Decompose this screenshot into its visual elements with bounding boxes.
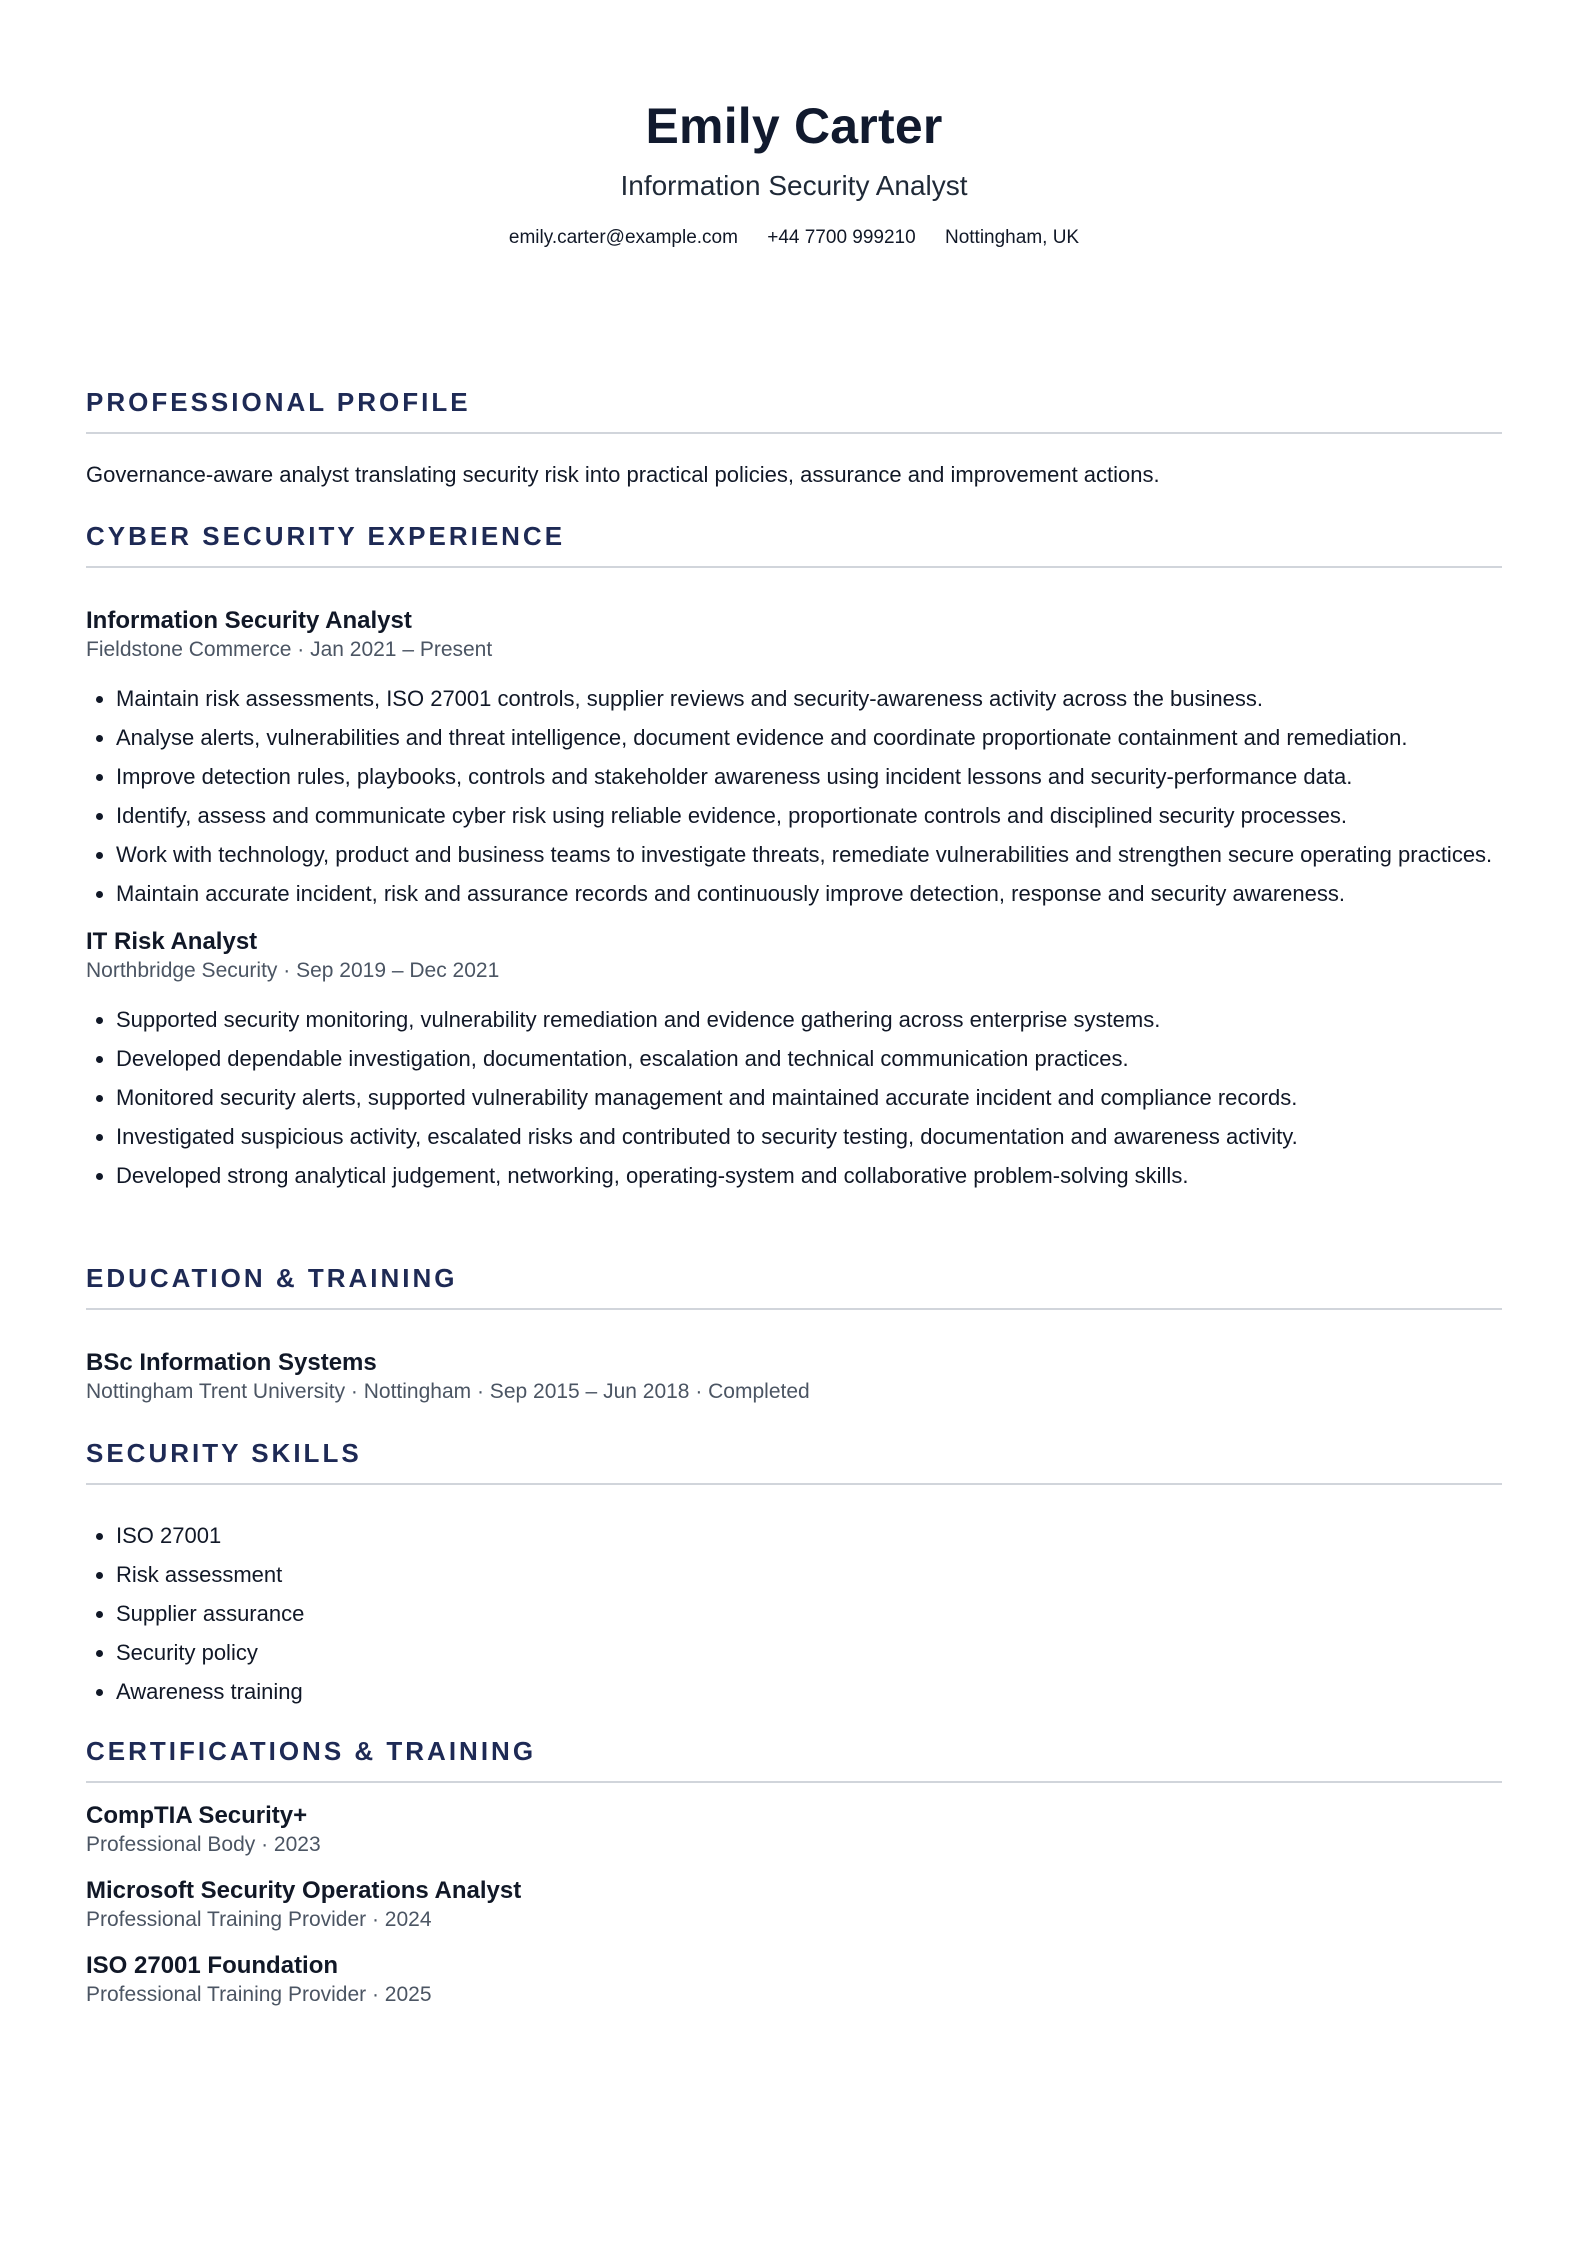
section-heading-experience: CYBER SECURITY EXPERIENCE bbox=[86, 521, 566, 551]
skills-section bbox=[86, 1437, 1502, 1716]
certifications-section bbox=[86, 1735, 1502, 2009]
job-title: IT Risk Analyst bbox=[86, 928, 258, 955]
list-item: • Developed dependable investigation, documentation, escalation and technical communication practices. bbox=[116, 1044, 1502, 1074]
job-bullets bbox=[86, 684, 1502, 909]
degree-title: BSc Information Systems bbox=[86, 1349, 377, 1376]
list-item: • Supplier assurance bbox=[116, 1599, 1502, 1629]
list-item: • Maintain risk assessments, ISO 27001 controls, supplier reviews and security-awareness activity across the business. bbox=[116, 684, 1502, 714]
section-divider bbox=[86, 1483, 1502, 1485]
list-item: • Security policy bbox=[116, 1638, 1502, 1668]
candidate-name: Emily Carter bbox=[645, 98, 943, 154]
certification-meta: Professional Training Provider · 2024 bbox=[86, 1908, 432, 1931]
education-entry bbox=[86, 1348, 1502, 1406]
certification-name: Microsoft Security Operations Analyst bbox=[86, 1877, 522, 1904]
candidate-title: Information Security Analyst bbox=[620, 170, 968, 201]
list-item: • Identify, assess and communicate cyber risk using reliable evidence, proportionate controls and disciplined security processes. bbox=[116, 801, 1502, 831]
job-meta: Fieldstone Commerce · Jan 2021 – Present bbox=[86, 638, 493, 661]
list-item: • ISO 27001 bbox=[116, 1521, 1502, 1551]
certification-name: CompTIA Security+ bbox=[86, 1802, 308, 1829]
job-entry bbox=[86, 927, 1502, 1191]
section-heading-skills: SECURITY SKILLS bbox=[86, 1438, 362, 1468]
list-item: • Analyse alerts, vulnerabilities and threat intelligence, document evidence and coordinate proportionate containment and remediation. bbox=[116, 723, 1502, 753]
job-bullets bbox=[86, 1005, 1502, 1191]
degree-meta: Nottingham Trent University · Nottingham · Sep 2015 – Jun 2018 · Completed bbox=[86, 1380, 810, 1403]
certification-entry bbox=[86, 1801, 1502, 1859]
section-heading-certifications: CERTIFICATIONS & TRAINING bbox=[86, 1736, 537, 1766]
list-item: • Maintain accurate incident, risk and assurance records and continuously improve detection, response and security awareness. bbox=[116, 879, 1502, 909]
contact-phone: +44 7700 999210 bbox=[767, 227, 916, 248]
job-entry bbox=[86, 606, 1502, 909]
job-title: Information Security Analyst bbox=[86, 607, 412, 634]
contact-location: Nottingham, UK bbox=[944, 227, 1080, 248]
job-meta: Northbridge Security · Sep 2019 – Dec 2021 bbox=[86, 959, 500, 982]
list-item: • Supported security monitoring, vulnerability remediation and evidence gathering across enterprise systems. bbox=[116, 1005, 1502, 1035]
experience-section bbox=[86, 520, 1502, 1200]
profile-section bbox=[86, 386, 1502, 490]
list-item: • Monitored security alerts, supported vulnerability management and maintained accurate incident and compliance records. bbox=[116, 1083, 1502, 1113]
section-heading-profile: PROFESSIONAL PROFILE bbox=[86, 387, 471, 417]
section-divider bbox=[86, 1308, 1502, 1310]
certification-name: ISO 27001 Foundation bbox=[86, 1952, 339, 1979]
certification-meta: Professional Training Provider · 2025 bbox=[86, 1983, 432, 2006]
certification-entry bbox=[86, 1951, 1502, 2009]
list-item: • Awareness training bbox=[116, 1677, 1502, 1707]
section-divider bbox=[86, 1781, 1502, 1783]
list-item: • Improve detection rules, playbooks, controls and stakeholder awareness using incident lessons and security-performance data. bbox=[116, 762, 1502, 792]
list-item: • Investigated suspicious activity, escalated risks and contributed to security testing, documentation and awareness activity. bbox=[116, 1122, 1502, 1152]
list-item: • Risk assessment bbox=[116, 1560, 1502, 1590]
section-divider bbox=[86, 566, 1502, 568]
education-section bbox=[86, 1262, 1502, 1406]
certification-entry bbox=[86, 1876, 1502, 1934]
section-divider bbox=[86, 432, 1502, 434]
contact-line bbox=[86, 226, 1502, 250]
contact-email: emily.carter@example.com bbox=[508, 227, 738, 248]
list-item: • Developed strong analytical judgement, networking, operating-system and collaborative problem-solving skills. bbox=[116, 1161, 1502, 1191]
profile-text: Governance-aware analyst translating security risk into practical policies, assurance and improvement actions. bbox=[86, 462, 1160, 487]
skills-list bbox=[86, 1521, 1502, 1707]
list-item: • Work with technology, product and business teams to investigate threats, remediate vulnerabilities and strengthen secure operating practices. bbox=[116, 840, 1502, 870]
certification-meta: Professional Body · 2023 bbox=[86, 1833, 321, 1856]
section-heading-education: EDUCATION & TRAINING bbox=[86, 1263, 458, 1293]
resume-header bbox=[86, 0, 1502, 250]
